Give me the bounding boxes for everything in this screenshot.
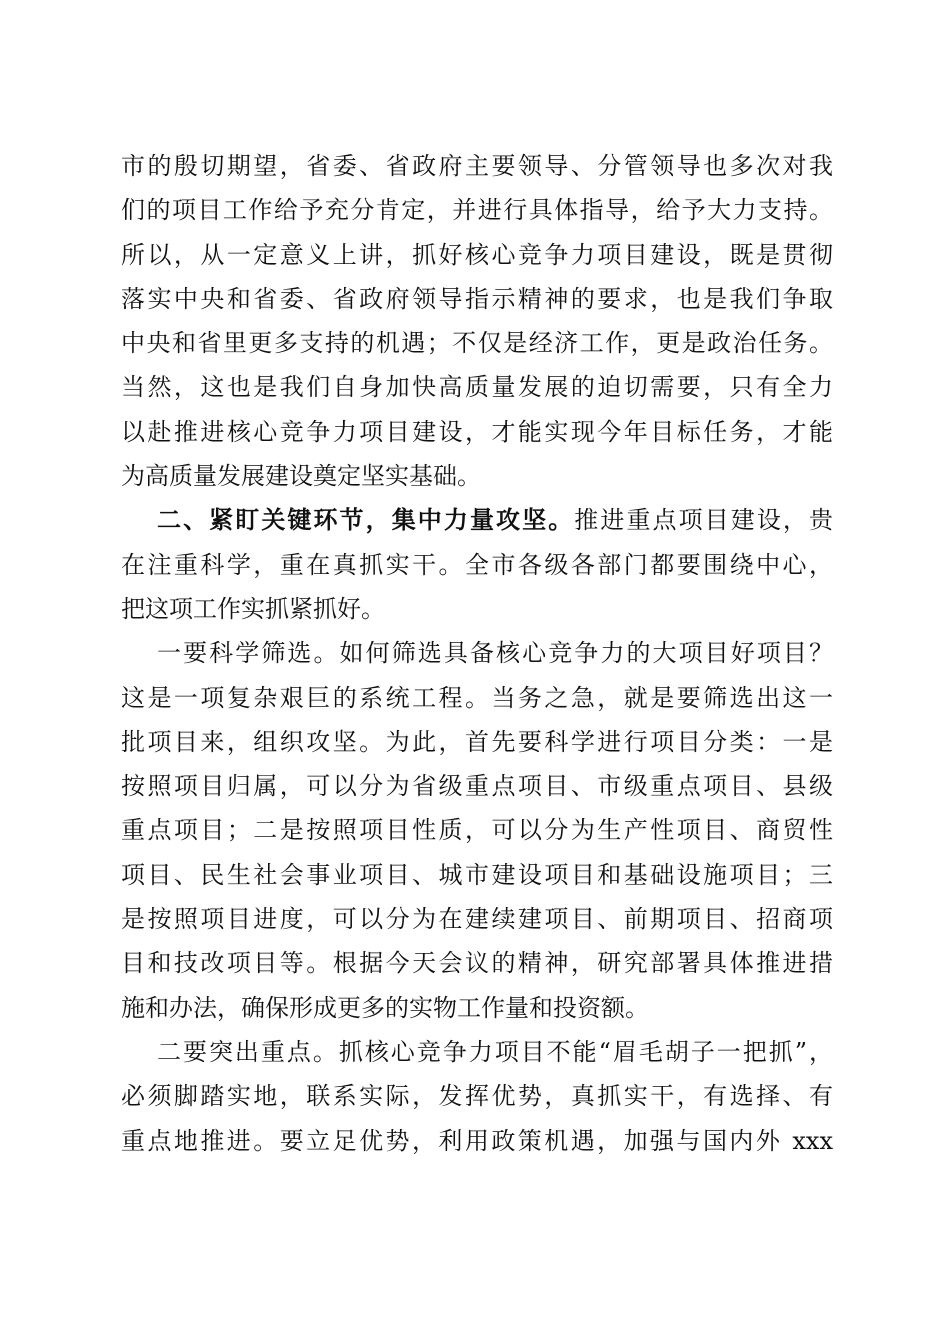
text-line: 以赴推进核心竞争力项目建设，才能实现今年目标任务，才能 <box>121 417 833 446</box>
text-line: 是按照项目进度，可以分为在建续建项目、前期项目、招商项 <box>121 905 833 934</box>
paragraph-2 <box>121 498 833 631</box>
text-line: 一要科学筛选。如何筛选具备核心竞争力的大项目好项目？ <box>157 639 833 668</box>
text-line: 所以，从一定意义上讲，抓好核心竞争力项目建设，既是贯彻 <box>121 240 833 269</box>
section-heading-line <box>121 498 833 542</box>
text-line: 这是一项复杂艰巨的系统工程。当务之急，就是要筛选出这一 <box>121 683 833 712</box>
text-line: 当然，这也是我们自身加快高质量发展的迫切需要，只有全力 <box>121 373 833 402</box>
paragraph-3 <box>121 631 833 1030</box>
paragraph-1 <box>121 144 833 498</box>
text-line: 二要突出重点。抓核心竞争力项目不能“眉毛胡子一把抓”， <box>157 1037 833 1066</box>
text-line: 中央和省里更多支持的机遇；不仅是经济工作，更是政治任务。 <box>121 329 833 358</box>
text-line: 目和技改项目等。根据今天会议的精神，研究部署具体推进措 <box>121 949 833 978</box>
text-line: 们的项目工作给予充分肯定，并进行具体指导，给予大力支持。 <box>121 196 833 225</box>
section-heading: 二、紧盯关键环节，集中力量攻坚。 <box>157 506 575 535</box>
text-line: 在注重科学，重在真抓实干。全市各级各部门都要围绕中心， <box>121 550 833 579</box>
text-line: 把这项工作实抓紧抓好。 <box>121 594 385 623</box>
text-line: 必须脚踏实地，联系实际，发挥优势，真抓实干，有选择、有 <box>121 1082 833 1111</box>
text-line: 市的殷切期望，省委、省政府主要领导、分管领导也多次对我 <box>121 152 833 180</box>
text-line: 为高质量发展建设奠定坚实基础。 <box>121 462 481 491</box>
text-line: 重点项目；二是按照项目性质，可以分为生产性项目、商贸性 <box>121 816 833 845</box>
text-line: 项目、民生社会事业项目、城市建设项目和基础设施项目；三 <box>121 860 833 889</box>
text-line: 落实中央和省委、省政府领导指示精神的要求，也是我们争取 <box>121 284 833 313</box>
text-line: 重点地推进。要立足优势，利用政策机遇，加强与国内外 xxx <box>121 1126 833 1155</box>
text-run: 推进重点项目建设，贵 <box>574 506 834 535</box>
document-body <box>121 144 833 1163</box>
text-line: 批项目来，组织攻坚。为此，首先要科学进行项目分类：一是 <box>121 727 833 756</box>
paragraph-4 <box>121 1030 833 1163</box>
text-line: 按照项目归属，可以分为省级重点项目、市级重点项目、县级 <box>121 772 833 801</box>
text-line: 施和办法，确保形成更多的实物工作量和投资额。 <box>121 993 649 1022</box>
